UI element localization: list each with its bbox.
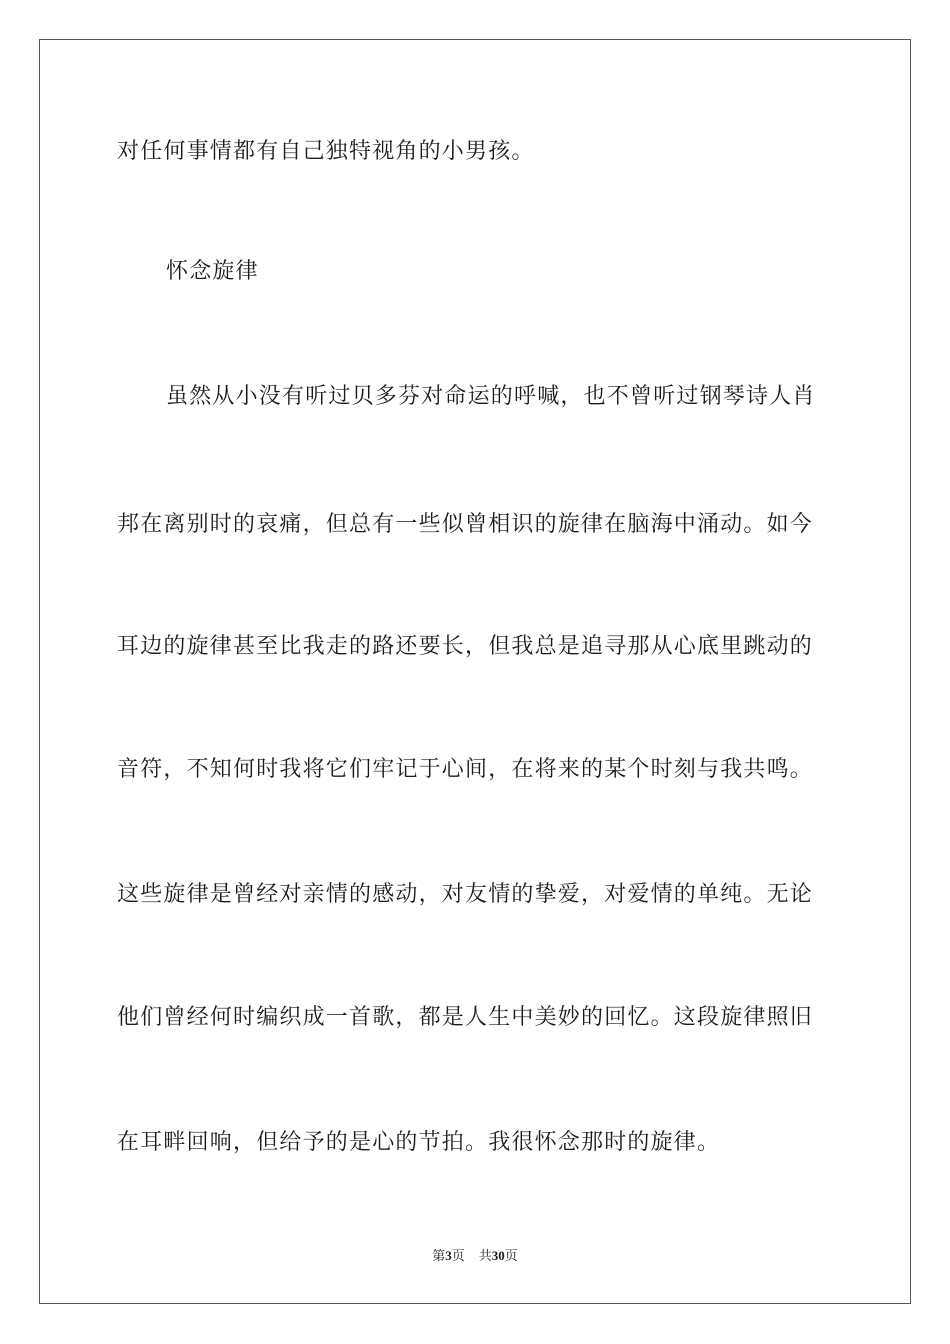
text-line-5: 耳边的旋律甚至比我走的路还要长，但我总是追寻那从心底里跳动的 — [117, 634, 814, 659]
text-line-1: 对任何事情都有自己独特视角的小男孩。 — [117, 139, 535, 164]
text-line-9: 在耳畔回响，但给予的是心的节拍。我很怀念那时的旋律。 — [117, 1130, 721, 1155]
page-prefix: 第 — [432, 1249, 446, 1264]
page-footer — [0, 1247, 950, 1266]
text-line-6: 音符，不知何时我将它们牢记于心间，在将来的某个时刻与我共鸣。 — [117, 757, 814, 782]
page-border — [39, 39, 911, 1304]
total-pages: 30 — [491, 1248, 505, 1263]
total-suffix: 页 — [504, 1249, 518, 1264]
text-line-8: 他们曾经何时编织成一首歌，都是人生中美妙的回忆。这段旋律照旧 — [117, 1005, 814, 1030]
section-heading: 怀念旋律 — [166, 259, 259, 284]
total-prefix: 共 — [478, 1249, 492, 1264]
page-suffix: 页 — [451, 1249, 465, 1264]
text-line-3: 虽然从小没有听过贝多芬对命运的呼喊，也不曾听过钢琴诗人肖 — [166, 384, 816, 409]
page-number: 3 — [445, 1248, 452, 1263]
text-line-7: 这些旋律是曾经对亲情的感动，对友情的挚爱，对爱情的单纯。无论 — [117, 882, 814, 907]
text-line-4: 邦在离别时的哀痛，但总有一些似曾相识的旋律在脑海中涌动。如今 — [117, 512, 814, 537]
